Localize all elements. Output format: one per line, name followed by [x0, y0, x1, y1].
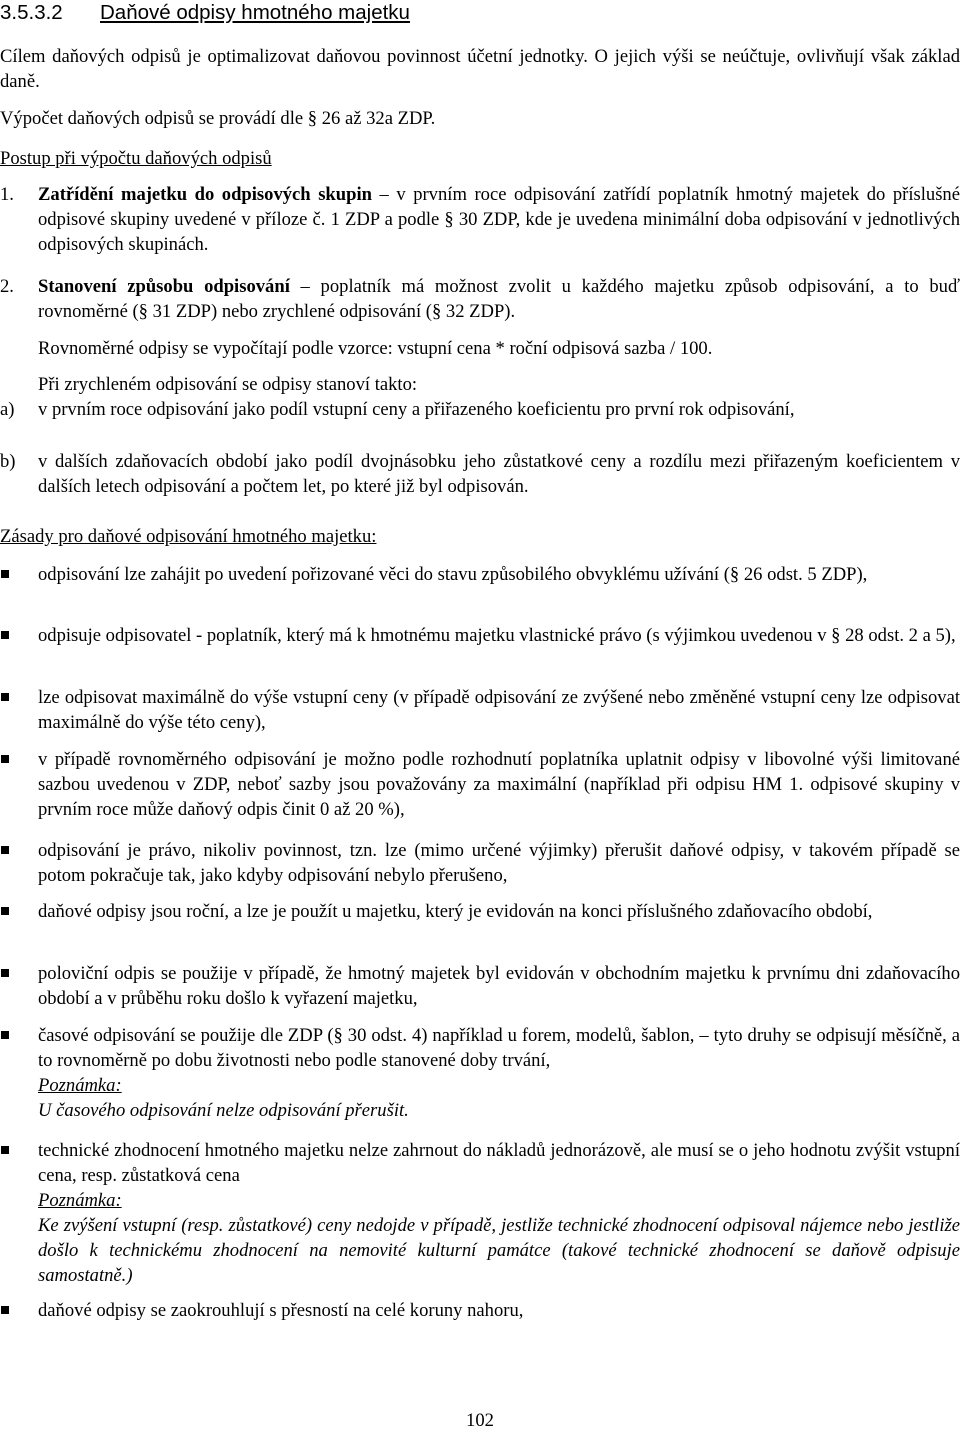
note-text: U časového odpisování nelze odpisování přerušit.	[38, 1100, 409, 1121]
accelerated-item-text: v prvním roce odpisování jako podíl vstupní ceny a přiřazeného koeficientu pro první rok odpisování,	[38, 399, 795, 420]
bullet-icon	[1, 846, 9, 854]
note-text: Ke zvýšení vstupní (resp. zůstatkové) ceny nedojde v případě, jestliže technické zhodnocení odpisoval nájemce nebo jestliže došlo k technickému zhodnocení na nemovité kulturní památce (takové technické zhodnocení se daňově odpisuje samostatně.)	[38, 1215, 960, 1286]
accelerated-intro: Při zrychleném odpisování se odpisy stanoví takto:	[38, 374, 418, 395]
accelerated-item-text: v dalších zdaňovacích období jako podíl dvojnásobku jeho zůstatkové ceny a rozdílu mezi přiřazeným koeficientem v dalších letech odpisování a počtem let, po které již byl odpisován.	[38, 451, 960, 497]
page-number: 102	[466, 1410, 494, 1431]
step-text: – poplatník má možnost zvolit u každého majetku způsob odpisování, a to buď rovnoměrné (§ 31 ZDP) nebo zrychlené odpisování (§ 32 ZDP).	[38, 276, 960, 322]
note-label: Poznámka:	[38, 1075, 122, 1096]
intro-paragraph-legal-basis: Výpočet daňových odpisů se provádí dle § 26 až 32a ZDP.	[0, 108, 436, 129]
step-number: 2.	[0, 276, 14, 297]
bullet-icon	[1, 631, 9, 639]
document-page: 3.5.3.2 Daňové odpisy hmotného majetku Cílem daňových odpisů je optimalizovat daňovou povinnost účetní jednotky. O jejich výši se neúčtuje, ovlivňují však základ daně. Výpočet daňových odpisů se provádí dle § 26 až 32a ZDP. Postup při výpočtu daňových odpisů 1. Zatřídění majetku do odpisových skupin – v prvním roce odpisování zatřídí poplatník hmotný majetek do příslušné odpisové skupiny uvedené v příloze č. 1 ZDP a podle § 30 ZDP, kde je uvedena minimální doba odpisování v jednotlivých odpisových skupinách. 2. Stanovení způsobu odpisování – poplatník má možnost zvolit u každého majetku způsob odpisování, a to buď rovnoměrné (§ 31 ZDP) nebo zrychlené odpisování (§ 32 ZDP). Rovnoměrné odpisy se vypočítají podle vzorce: vstupní cena * roční odpisová sazba / 100. Při zrychleném odpisování se odpisy stanoví takto: a) v prvním roce odpisování jako podíl vstupní ceny a přiřazeného koeficientu pro první rok odpisování, b) v dalších zdaňovacích období jako podíl dvojnásobku jeho zůstatkové ceny a rozdílu mezi přiřazeným koeficientem v dalších letech odpisování a počtem let, po které již byl odpisován. Zásady pro daňové odpisování hmotného majetku: odpisování lze zahájit po uvedení pořizované věci do stavu způsobilého obvyklému užívání (§ 26 odst. 5 ZDP), odpisuje odpisovatel - poplatník, který má k hmotnému majetku vlastnické právo (s výjimkou uvedenou v § 28 odst. 2 a 5), lze odpisovat maximálně do výše vstupní ceny (v případě odpisování ze zvýšené nebo změněné vstupní ceny lze odpisovat maximálně do výše této ceny), v případě rovnoměrného odpisování je možno podle rozhodnutí poplatníka uplatnit odpisy v libovolné výši limitované sazbou uvedenou v ZDP, neboť sazby jsou považovány za maximální (například při odpisu HM 1. odpisové skupiny v prvním roce může daňový odpis činit 0 až 20 %), odpisování je právo, nikoliv povinnost, tzn. lze (mimo určené výjimky) přerušit daňové odpisy, v takovém případě se potom pokračuje tak, jako kdyby odpisování nebylo přerušeno, daňové odpisy jsou roční, a lze je použít u majetku, který je evidován na konci příslušného zdaňovacího období, poloviční odpis se použije v případě, že hmotný majetek byl evidován v obchodním majetku k prvnímu dni zdaňovacího období a v průběhu roku došlo k vyřazení majetku, časové odpisování se použije dle ZDP (§ 30 odst. 4) například u forem, modelů, šablon, – tyto druhy se odpisují měsíčně, a to rovnoměrně po dobu životnosti nebo podle stanovené doby trvání, Poznámka: U časového odpisování nelze odpisování přerušit. technické zhodnocení hmotného majetku nelze zahrnout do nákladů jednorázově, ale musí se o jeho hodnotu zvýšit vstupní cena, resp. zůstatková cena Poznámka: Ke zvýšení vstupní (resp. zůstatkové) ceny nedojde v případě, jestliže technické zhodnocení odpisoval nájemce nebo jestliže došlo k technickému zhodnocení na nemovité kulturní památce (takové technické zhodnocení se daňově odpisuje samostatně.) daňové odpisy se zaokrouhlují s přesností na celé koruny nahoru, 102	[0, 1, 960, 1431]
accelerated-item-label: b)	[0, 451, 16, 472]
section-number: 3.5.3.2	[0, 1, 63, 24]
bullet-icon	[1, 969, 9, 977]
step-heading: Stanovení způsobu odpisování	[38, 276, 290, 297]
step-heading: Zatřídění majetku do odpisových skupin	[38, 184, 372, 205]
bullet-icon	[1, 1031, 9, 1039]
accelerated-item-label: a)	[0, 399, 15, 420]
note-label: Poznámka:	[38, 1190, 122, 1211]
procedure-title: Postup při výpočtu daňových odpisů	[0, 148, 272, 169]
linear-depreciation-formula: Rovnoměrné odpisy se vypočítají podle vzorce: vstupní cena * roční odpisová sazba / 100.	[38, 338, 713, 359]
principles-title: Zásady pro daňové odpisování hmotného majetku:	[0, 526, 377, 547]
bullet-icon	[1, 1146, 9, 1154]
section-heading	[0, 0, 960, 26]
bullet-icon	[1, 907, 9, 915]
intro-paragraph: Cílem daňových odpisů je optimalizovat daňovou povinnost účetní jednotky. O jejich výši se neúčtuje, ovlivňují však základ daně.	[0, 46, 960, 92]
step-number: 1.	[0, 184, 14, 205]
bullet-icon	[1, 570, 9, 578]
step-text: – v prvním roce odpisování zatřídí poplatník hmotný majetek do příslušné odpisové skupiny uvedené v příloze č. 1 ZDP a podle § 30 ZDP, kde je uvedena minimální doba odpisování v jednotlivých odpisových skupinách.	[38, 184, 960, 255]
bullet-icon	[1, 1306, 9, 1314]
bullet-icon	[1, 693, 9, 701]
section-title: Daňové odpisy hmotného majetku	[100, 1, 410, 24]
bullet-icon	[1, 755, 9, 763]
